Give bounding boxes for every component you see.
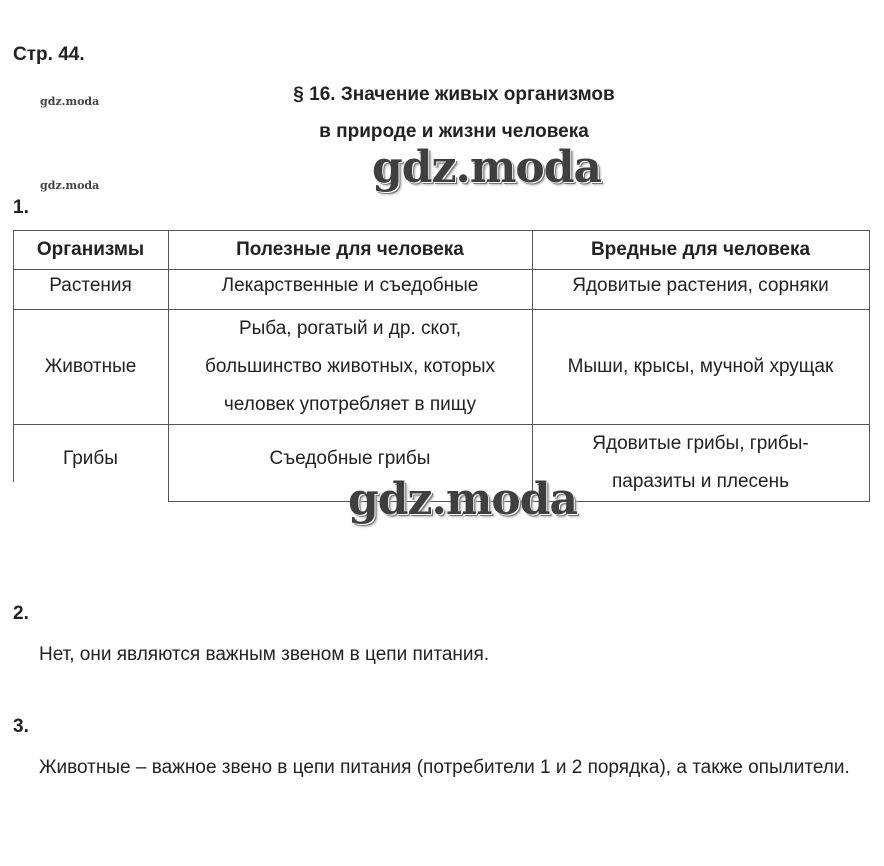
task3-number: 3. [13,716,29,737]
organisms-table [13,230,870,502]
cell-line: Ядовитые грибы, грибы- [592,433,809,454]
table-row-plants-useful: Лекарственные и съедобные [221,275,479,296]
header-harmful: Вредные для человека [590,238,811,260]
cell-line: большинство животных, которых [204,355,495,377]
table-row-fungi-harmful [532,424,869,502]
header-useful: Полезные для человека [236,238,464,260]
table-row-animals-organism: Животные [44,355,137,377]
section-title-line1: § 16. Значение живых организмов [293,84,615,105]
task2-answer: Нет, они являются важным звеном в цепи питания. [39,644,490,665]
task1-number: 1. [13,197,29,218]
header-organisms: Организмы [36,238,145,260]
table-row-plants-organism: Растения [49,275,132,296]
cell-line: Рыба, рогатый и др. скот, [238,317,462,339]
table-row-animals-harmful: Мыши, крысы, мучной хрущак [567,355,834,377]
table-row-animals-useful [168,309,532,424]
watermark-small-bottom: gdz.moda [40,179,100,192]
cell-line: паразиты и плесень [611,471,790,492]
page-number: Стр. 44. [13,44,85,65]
task3-answer: Животные – важное звено в цепи питания (потребители 1 и 2 порядка), а также опылители. [39,757,850,778]
watermark-small-top: gdz.moda [40,95,100,108]
table-row-fungi-organism: Грибы [63,448,118,469]
watermark-big-top: gdz.moda [372,142,602,193]
table-row-fungi-useful: Съедобные грибы [269,448,431,469]
watermark-big-bottom: gdz.moda [348,474,578,525]
section-title-line2: в природе и жизни человека [319,121,589,142]
task2-number: 2. [13,603,29,624]
table-row-plants-harmful: Ядовитые растения, сорняки [572,275,829,296]
cell-line: человек употребляет в пищу [223,393,477,415]
